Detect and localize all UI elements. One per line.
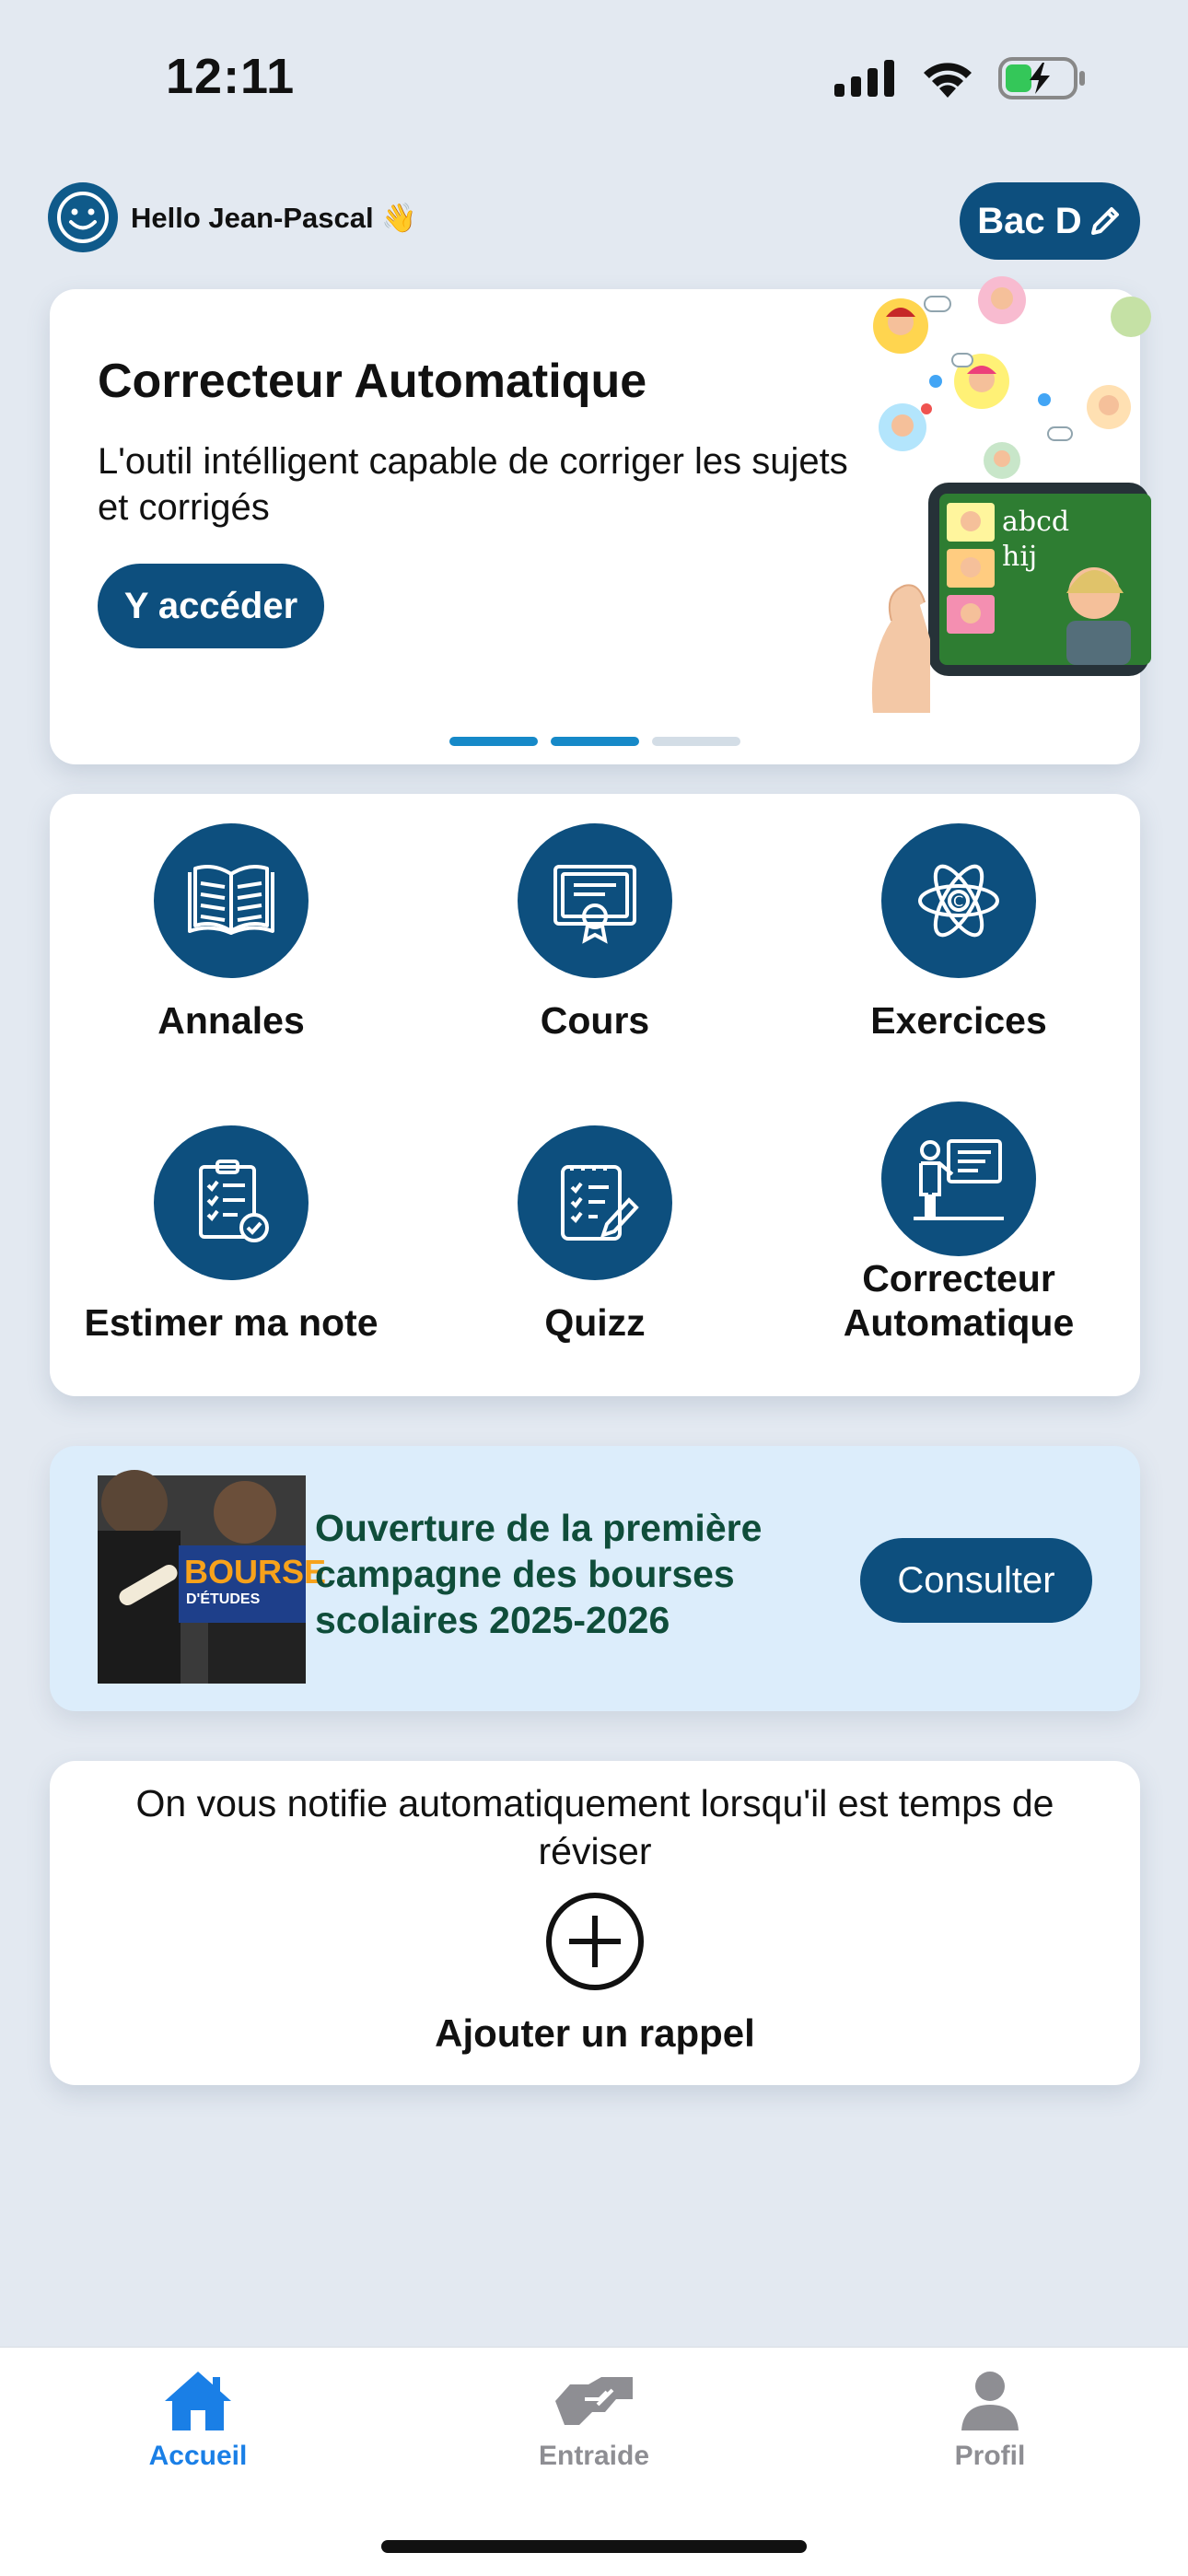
promo-banner[interactable] — [50, 289, 1140, 764]
status-time: 12:11 — [166, 49, 296, 104]
carousel-indicator[interactable] — [449, 737, 740, 746]
tab-label: Profil — [954, 2441, 1026, 2471]
checklist-icon — [181, 1152, 282, 1253]
feature-label: Annales — [157, 999, 305, 1042]
person-icon — [958, 2368, 1022, 2432]
signal-icon — [834, 60, 897, 97]
news-thumbnail — [98, 1475, 327, 1684]
news-consult-button[interactable]: Consulter — [860, 1538, 1092, 1623]
level-button[interactable] — [960, 182, 1140, 260]
banner-subtitle: L'outil intélligent capable de corriger les sujets et corrigés — [98, 441, 848, 528]
quiz-icon — [544, 1152, 646, 1253]
feature-quizz[interactable] — [413, 1125, 776, 1345]
feature-estimer-ma-note[interactable] — [50, 1125, 413, 1345]
feature-cours[interactable] — [413, 823, 776, 1043]
home-icon — [163, 2368, 233, 2432]
feature-correcteur-automatique[interactable] — [777, 1102, 1140, 1345]
feature-icon-circle — [881, 823, 1036, 978]
features-grid — [50, 794, 1140, 1396]
feature-label: Exercices — [870, 999, 1047, 1042]
level-label: Bac D — [977, 200, 1082, 241]
banner-access-button[interactable]: Y accéder — [98, 564, 324, 648]
smiley-icon — [55, 190, 111, 245]
carousel-dot[interactable] — [449, 737, 538, 746]
handshake-icon — [552, 2368, 636, 2432]
feature-label: Cours — [540, 999, 650, 1042]
status-icons — [834, 57, 1087, 99]
tab-profil[interactable] — [879, 2368, 1101, 2472]
news-card[interactable] — [50, 1446, 1140, 1711]
svg-text:hij: hij — [1002, 541, 1038, 573]
feature-icon-circle — [154, 823, 309, 978]
thumb-title: BOURSE — [184, 1553, 327, 1591]
add-reminder-button[interactable]: Ajouter un rappel — [435, 2011, 755, 2055]
home-indicator[interactable] — [381, 2540, 807, 2553]
carousel-dot[interactable] — [551, 737, 639, 746]
certificate-icon — [544, 850, 646, 951]
feature-exercices[interactable] — [777, 823, 1140, 1043]
reminder-card — [50, 1761, 1140, 2085]
book-icon — [181, 850, 282, 951]
feature-icon-circle — [881, 1102, 1036, 1256]
feature-icon-circle — [154, 1125, 309, 1280]
svg-text:C: C — [953, 892, 964, 910]
carousel-dot[interactable] — [652, 737, 740, 746]
tab-label: Entraide — [538, 2441, 650, 2471]
tab-label: Accueil — [148, 2441, 248, 2471]
wifi-icon — [921, 59, 974, 98]
tab-accueil[interactable] — [87, 2368, 309, 2472]
online-class-illustration — [864, 289, 1140, 713]
feature-label: Estimer ma note — [84, 1301, 379, 1344]
tab-entraide[interactable] — [483, 2368, 705, 2472]
battery-icon — [998, 57, 1087, 99]
feature-label: Correcteur Automatique — [843, 1257, 1075, 1344]
add-circle-icon[interactable] — [543, 1890, 646, 1993]
greeting-text: Hello Jean-Pascal 👋 — [131, 201, 417, 234]
thumb-subtitle: D'ÉTUDES — [186, 1591, 261, 1607]
greeting-bar — [48, 182, 417, 252]
atom-icon — [908, 850, 1009, 951]
feature-annales[interactable] — [50, 823, 413, 1043]
news-text: Ouverture de la première campagne des bourses scolaires 2025-2026 — [315, 1507, 763, 1641]
avatar[interactable] — [48, 182, 118, 252]
svg-text:abcd: abcd — [1002, 506, 1070, 538]
pencil-icon — [1088, 204, 1123, 239]
teacher-board-icon — [908, 1128, 1009, 1230]
feature-icon-circle — [518, 823, 672, 978]
feature-label: Quizz — [544, 1301, 646, 1344]
feature-icon-circle — [518, 1125, 672, 1280]
banner-title: Correcteur Automatique — [98, 355, 647, 408]
reminder-text: On vous notifie automatiquement lorsqu'il est temps de réviser — [135, 1782, 1054, 1872]
